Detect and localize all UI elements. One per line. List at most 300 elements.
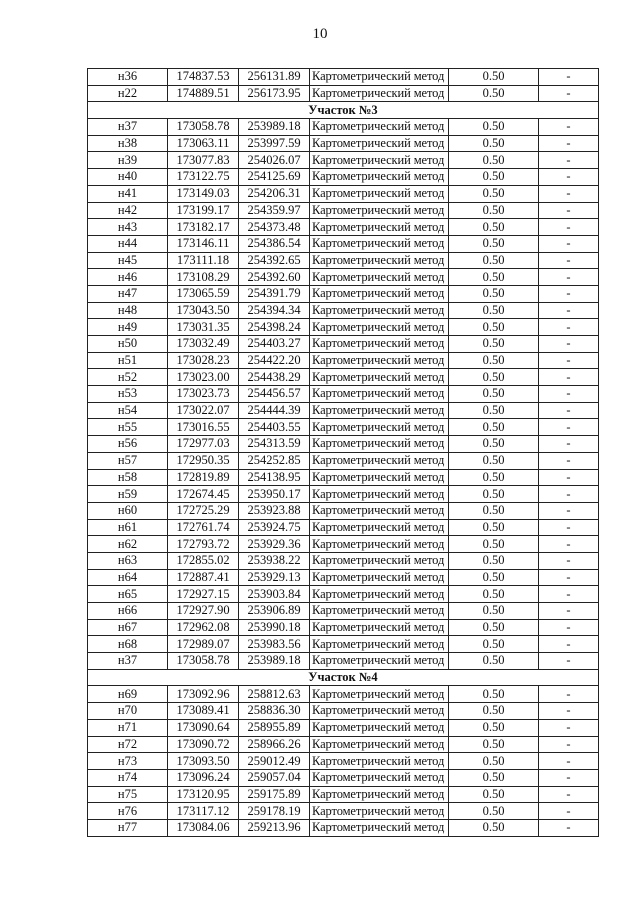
accuracy-cell: 0.50 [449, 169, 539, 186]
x-coordinate-cell: 173090.64 [168, 719, 239, 736]
table-row [88, 386, 599, 403]
accuracy-cell: 0.50 [449, 202, 539, 219]
table-row [88, 152, 599, 169]
x-coordinate-cell: 172950.35 [168, 452, 239, 469]
y-coordinate-cell: 254403.55 [239, 419, 310, 436]
x-coordinate-cell: 172887.41 [168, 569, 239, 586]
accuracy-cell: 0.50 [449, 336, 539, 353]
method-cell: Картометрический метод [310, 536, 449, 553]
x-coordinate-cell: 173063.11 [168, 135, 239, 152]
x-coordinate-cell: 173111.18 [168, 252, 239, 269]
x-coordinate-cell: 172761.74 [168, 519, 239, 536]
x-coordinate-cell: 173016.55 [168, 419, 239, 436]
method-cell: Картометрический метод [310, 703, 449, 720]
x-coordinate-cell: 173023.73 [168, 386, 239, 403]
note-cell: - [539, 552, 599, 569]
accuracy-cell: 0.50 [449, 586, 539, 603]
y-coordinate-cell: 253906.89 [239, 603, 310, 620]
method-cell: Картометрический метод [310, 486, 449, 503]
y-coordinate-cell: 253983.56 [239, 636, 310, 653]
point-name-cell: н77 [88, 819, 168, 836]
table-row [88, 569, 599, 586]
y-coordinate-cell: 253989.18 [239, 653, 310, 670]
point-name-cell: н64 [88, 569, 168, 586]
y-coordinate-cell: 253938.22 [239, 552, 310, 569]
table-row [88, 536, 599, 553]
method-cell: Картометрический метод [310, 469, 449, 486]
note-cell: - [539, 569, 599, 586]
table-row [88, 169, 599, 186]
method-cell: Картометрический метод [310, 519, 449, 536]
method-cell: Картометрический метод [310, 653, 449, 670]
table-row [88, 552, 599, 569]
table-row [88, 85, 599, 102]
y-coordinate-cell: 253929.36 [239, 536, 310, 553]
x-coordinate-cell: 173043.50 [168, 302, 239, 319]
accuracy-cell: 0.50 [449, 653, 539, 670]
point-name-cell: н36 [88, 69, 168, 86]
x-coordinate-cell: 172962.08 [168, 619, 239, 636]
x-coordinate-cell: 173089.41 [168, 703, 239, 720]
point-name-cell: н51 [88, 352, 168, 369]
section-title: Участок №3 [88, 102, 599, 119]
x-coordinate-cell: 172855.02 [168, 552, 239, 569]
point-name-cell: н49 [88, 319, 168, 336]
method-cell: Картометрический метод [310, 419, 449, 436]
y-coordinate-cell: 259057.04 [239, 769, 310, 786]
accuracy-cell: 0.50 [449, 753, 539, 770]
point-name-cell: н58 [88, 469, 168, 486]
x-coordinate-cell: 174889.51 [168, 85, 239, 102]
table-row [88, 686, 599, 703]
point-name-cell: н50 [88, 336, 168, 353]
x-coordinate-cell: 173199.17 [168, 202, 239, 219]
method-cell: Картометрический метод [310, 436, 449, 453]
method-cell: Картометрический метод [310, 269, 449, 286]
point-name-cell: н55 [88, 419, 168, 436]
y-coordinate-cell: 253989.18 [239, 119, 310, 136]
x-coordinate-cell: 173084.06 [168, 819, 239, 836]
x-coordinate-cell: 173032.49 [168, 336, 239, 353]
y-coordinate-cell: 254391.79 [239, 285, 310, 302]
accuracy-cell: 0.50 [449, 686, 539, 703]
table-row [88, 619, 599, 636]
point-name-cell: н61 [88, 519, 168, 536]
y-coordinate-cell: 253950.17 [239, 486, 310, 503]
table-row [88, 803, 599, 820]
note-cell: - [539, 819, 599, 836]
point-name-cell: н52 [88, 369, 168, 386]
point-name-cell: н54 [88, 402, 168, 419]
y-coordinate-cell: 258966.26 [239, 736, 310, 753]
note-cell: - [539, 469, 599, 486]
y-coordinate-cell: 256131.89 [239, 69, 310, 86]
section-row [88, 102, 599, 119]
note-cell: - [539, 85, 599, 102]
table-row [88, 736, 599, 753]
accuracy-cell: 0.50 [449, 819, 539, 836]
method-cell: Картометрический метод [310, 386, 449, 403]
y-coordinate-cell: 254373.48 [239, 219, 310, 236]
table-row [88, 69, 599, 86]
y-coordinate-cell: 259213.96 [239, 819, 310, 836]
y-coordinate-cell: 254252.85 [239, 452, 310, 469]
point-name-cell: н42 [88, 202, 168, 219]
note-cell: - [539, 119, 599, 136]
note-cell: - [539, 369, 599, 386]
y-coordinate-cell: 254422.20 [239, 352, 310, 369]
y-coordinate-cell: 258812.63 [239, 686, 310, 703]
y-coordinate-cell: 254444.39 [239, 402, 310, 419]
point-name-cell: н37 [88, 653, 168, 670]
table-row [88, 586, 599, 603]
note-cell: - [539, 386, 599, 403]
point-name-cell: н72 [88, 736, 168, 753]
method-cell: Картометрический метод [310, 85, 449, 102]
accuracy-cell: 0.50 [449, 352, 539, 369]
accuracy-cell: 0.50 [449, 152, 539, 169]
accuracy-cell: 0.50 [449, 736, 539, 753]
y-coordinate-cell: 254313.59 [239, 436, 310, 453]
table-row [88, 436, 599, 453]
table-row [88, 786, 599, 803]
method-cell: Картометрический метод [310, 603, 449, 620]
accuracy-cell: 0.50 [449, 386, 539, 403]
table-row [88, 636, 599, 653]
table-row [88, 753, 599, 770]
section-title: Участок №4 [88, 669, 599, 686]
note-cell: - [539, 152, 599, 169]
x-coordinate-cell: 173031.35 [168, 319, 239, 336]
method-cell: Картометрический метод [310, 135, 449, 152]
accuracy-cell: 0.50 [449, 252, 539, 269]
accuracy-cell: 0.50 [449, 636, 539, 653]
point-name-cell: н65 [88, 586, 168, 603]
note-cell: - [539, 786, 599, 803]
table-row [88, 269, 599, 286]
accuracy-cell: 0.50 [449, 436, 539, 453]
x-coordinate-cell: 173122.75 [168, 169, 239, 186]
note-cell: - [539, 235, 599, 252]
table-row [88, 252, 599, 269]
table-row [88, 202, 599, 219]
note-cell: - [539, 185, 599, 202]
y-coordinate-cell: 258955.89 [239, 719, 310, 736]
note-cell: - [539, 302, 599, 319]
accuracy-cell: 0.50 [449, 703, 539, 720]
x-coordinate-cell: 172927.90 [168, 603, 239, 620]
table-row [88, 469, 599, 486]
table-row [88, 135, 599, 152]
method-cell: Картометрический метод [310, 736, 449, 753]
x-coordinate-cell: 173149.03 [168, 185, 239, 202]
point-name-cell: н45 [88, 252, 168, 269]
note-cell: - [539, 703, 599, 720]
method-cell: Картометрический метод [310, 786, 449, 803]
method-cell: Картометрический метод [310, 619, 449, 636]
y-coordinate-cell: 254392.65 [239, 252, 310, 269]
point-name-cell: н70 [88, 703, 168, 720]
table-row [88, 486, 599, 503]
x-coordinate-cell: 174837.53 [168, 69, 239, 86]
y-coordinate-cell: 254359.97 [239, 202, 310, 219]
table-row [88, 419, 599, 436]
y-coordinate-cell: 259175.89 [239, 786, 310, 803]
point-name-cell: н39 [88, 152, 168, 169]
method-cell: Картометрический метод [310, 235, 449, 252]
point-name-cell: н43 [88, 219, 168, 236]
method-cell: Картометрический метод [310, 202, 449, 219]
point-name-cell: н22 [88, 85, 168, 102]
point-name-cell: н73 [88, 753, 168, 770]
accuracy-cell: 0.50 [449, 452, 539, 469]
accuracy-cell: 0.50 [449, 569, 539, 586]
point-name-cell: н76 [88, 803, 168, 820]
accuracy-cell: 0.50 [449, 769, 539, 786]
note-cell: - [539, 219, 599, 236]
table-row [88, 369, 599, 386]
table-row [88, 819, 599, 836]
y-coordinate-cell: 254456.57 [239, 386, 310, 403]
y-coordinate-cell: 254392.60 [239, 269, 310, 286]
note-cell: - [539, 636, 599, 653]
x-coordinate-cell: 172989.07 [168, 636, 239, 653]
y-coordinate-cell: 254403.27 [239, 336, 310, 353]
table-row [88, 185, 599, 202]
point-name-cell: н71 [88, 719, 168, 736]
y-coordinate-cell: 253923.88 [239, 502, 310, 519]
point-name-cell: н63 [88, 552, 168, 569]
table-row [88, 519, 599, 536]
method-cell: Картометрический метод [310, 219, 449, 236]
y-coordinate-cell: 254386.54 [239, 235, 310, 252]
x-coordinate-cell: 172977.03 [168, 436, 239, 453]
x-coordinate-cell: 173182.17 [168, 219, 239, 236]
point-name-cell: н47 [88, 285, 168, 302]
point-name-cell: н38 [88, 135, 168, 152]
point-name-cell: н44 [88, 235, 168, 252]
y-coordinate-cell: 253924.75 [239, 519, 310, 536]
accuracy-cell: 0.50 [449, 786, 539, 803]
x-coordinate-cell: 172819.89 [168, 469, 239, 486]
note-cell: - [539, 603, 599, 620]
note-cell: - [539, 402, 599, 419]
note-cell: - [539, 352, 599, 369]
point-name-cell: н60 [88, 502, 168, 519]
x-coordinate-cell: 173023.00 [168, 369, 239, 386]
method-cell: Картометрический метод [310, 119, 449, 136]
x-coordinate-cell: 173096.24 [168, 769, 239, 786]
point-name-cell: н62 [88, 536, 168, 553]
note-cell: - [539, 719, 599, 736]
accuracy-cell: 0.50 [449, 419, 539, 436]
y-coordinate-cell: 253903.84 [239, 586, 310, 603]
table-row [88, 653, 599, 670]
method-cell: Картометрический метод [310, 452, 449, 469]
table-row [88, 235, 599, 252]
point-name-cell: н53 [88, 386, 168, 403]
y-coordinate-cell: 256173.95 [239, 85, 310, 102]
accuracy-cell: 0.50 [449, 619, 539, 636]
table-row [88, 119, 599, 136]
y-coordinate-cell: 254394.34 [239, 302, 310, 319]
y-coordinate-cell: 259178.19 [239, 803, 310, 820]
point-name-cell: н75 [88, 786, 168, 803]
method-cell: Картометрический метод [310, 152, 449, 169]
method-cell: Картометрический метод [310, 185, 449, 202]
accuracy-cell: 0.50 [449, 85, 539, 102]
y-coordinate-cell: 253997.59 [239, 135, 310, 152]
y-coordinate-cell: 258836.30 [239, 703, 310, 720]
note-cell: - [539, 486, 599, 503]
coordinates-table-body [88, 69, 599, 837]
point-name-cell: н48 [88, 302, 168, 319]
y-coordinate-cell: 254438.29 [239, 369, 310, 386]
note-cell: - [539, 202, 599, 219]
note-cell: - [539, 419, 599, 436]
accuracy-cell: 0.50 [449, 269, 539, 286]
accuracy-cell: 0.50 [449, 285, 539, 302]
table-row [88, 603, 599, 620]
x-coordinate-cell: 172674.45 [168, 486, 239, 503]
accuracy-cell: 0.50 [449, 402, 539, 419]
note-cell: - [539, 169, 599, 186]
method-cell: Картометрический метод [310, 636, 449, 653]
note-cell: - [539, 452, 599, 469]
y-coordinate-cell: 254138.95 [239, 469, 310, 486]
x-coordinate-cell: 173058.78 [168, 119, 239, 136]
accuracy-cell: 0.50 [449, 486, 539, 503]
note-cell: - [539, 69, 599, 86]
table-row [88, 703, 599, 720]
method-cell: Картометрический метод [310, 369, 449, 386]
point-name-cell: н56 [88, 436, 168, 453]
x-coordinate-cell: 173065.59 [168, 285, 239, 302]
method-cell: Картометрический метод [310, 285, 449, 302]
point-name-cell: н66 [88, 603, 168, 620]
x-coordinate-cell: 172793.72 [168, 536, 239, 553]
method-cell: Картометрический метод [310, 252, 449, 269]
accuracy-cell: 0.50 [449, 552, 539, 569]
note-cell: - [539, 519, 599, 536]
x-coordinate-cell: 172725.29 [168, 502, 239, 519]
note-cell: - [539, 769, 599, 786]
note-cell: - [539, 285, 599, 302]
method-cell: Картометрический метод [310, 569, 449, 586]
y-coordinate-cell: 254125.69 [239, 169, 310, 186]
x-coordinate-cell: 173022.07 [168, 402, 239, 419]
method-cell: Картометрический метод [310, 719, 449, 736]
note-cell: - [539, 269, 599, 286]
x-coordinate-cell: 172927.15 [168, 586, 239, 603]
table-row [88, 302, 599, 319]
point-name-cell: н57 [88, 452, 168, 469]
note-cell: - [539, 319, 599, 336]
accuracy-cell: 0.50 [449, 319, 539, 336]
note-cell: - [539, 502, 599, 519]
method-cell: Картометрический метод [310, 686, 449, 703]
note-cell: - [539, 436, 599, 453]
accuracy-cell: 0.50 [449, 135, 539, 152]
method-cell: Картометрический метод [310, 352, 449, 369]
x-coordinate-cell: 173146.11 [168, 235, 239, 252]
method-cell: Картометрический метод [310, 336, 449, 353]
accuracy-cell: 0.50 [449, 519, 539, 536]
method-cell: Картометрический метод [310, 302, 449, 319]
method-cell: Картометрический метод [310, 586, 449, 603]
method-cell: Картометрический метод [310, 769, 449, 786]
accuracy-cell: 0.50 [449, 469, 539, 486]
accuracy-cell: 0.50 [449, 502, 539, 519]
y-coordinate-cell: 254026.07 [239, 152, 310, 169]
accuracy-cell: 0.50 [449, 803, 539, 820]
table-row [88, 352, 599, 369]
x-coordinate-cell: 173117.12 [168, 803, 239, 820]
x-coordinate-cell: 173093.50 [168, 753, 239, 770]
y-coordinate-cell: 253929.13 [239, 569, 310, 586]
accuracy-cell: 0.50 [449, 235, 539, 252]
table-row [88, 402, 599, 419]
y-coordinate-cell: 253990.18 [239, 619, 310, 636]
note-cell: - [539, 536, 599, 553]
method-cell: Картометрический метод [310, 502, 449, 519]
x-coordinate-cell: 173108.29 [168, 269, 239, 286]
section-row [88, 669, 599, 686]
page-number: 10 [312, 26, 328, 42]
accuracy-cell: 0.50 [449, 119, 539, 136]
table-row [88, 336, 599, 353]
table-row [88, 452, 599, 469]
point-name-cell: н41 [88, 185, 168, 202]
note-cell: - [539, 753, 599, 770]
accuracy-cell: 0.50 [449, 302, 539, 319]
method-cell: Картометрический метод [310, 803, 449, 820]
point-name-cell: н37 [88, 119, 168, 136]
point-name-cell: н59 [88, 486, 168, 503]
note-cell: - [539, 686, 599, 703]
method-cell: Картометрический метод [310, 69, 449, 86]
point-name-cell: н46 [88, 269, 168, 286]
x-coordinate-cell: 173058.78 [168, 653, 239, 670]
point-name-cell: н67 [88, 619, 168, 636]
note-cell: - [539, 653, 599, 670]
y-coordinate-cell: 254398.24 [239, 319, 310, 336]
method-cell: Картометрический метод [310, 819, 449, 836]
accuracy-cell: 0.50 [449, 369, 539, 386]
x-coordinate-cell: 173077.83 [168, 152, 239, 169]
accuracy-cell: 0.50 [449, 69, 539, 86]
x-coordinate-cell: 173092.96 [168, 686, 239, 703]
accuracy-cell: 0.50 [449, 185, 539, 202]
table-row [88, 319, 599, 336]
method-cell: Картометрический метод [310, 552, 449, 569]
note-cell: - [539, 803, 599, 820]
table-row [88, 285, 599, 302]
table-row [88, 769, 599, 786]
table-row [88, 719, 599, 736]
point-name-cell: н40 [88, 169, 168, 186]
x-coordinate-cell: 173090.72 [168, 736, 239, 753]
point-name-cell: н68 [88, 636, 168, 653]
method-cell: Картометрический метод [310, 169, 449, 186]
note-cell: - [539, 336, 599, 353]
accuracy-cell: 0.50 [449, 719, 539, 736]
y-coordinate-cell: 254206.31 [239, 185, 310, 202]
table-row [88, 502, 599, 519]
note-cell: - [539, 252, 599, 269]
method-cell: Картометрический метод [310, 402, 449, 419]
note-cell: - [539, 736, 599, 753]
